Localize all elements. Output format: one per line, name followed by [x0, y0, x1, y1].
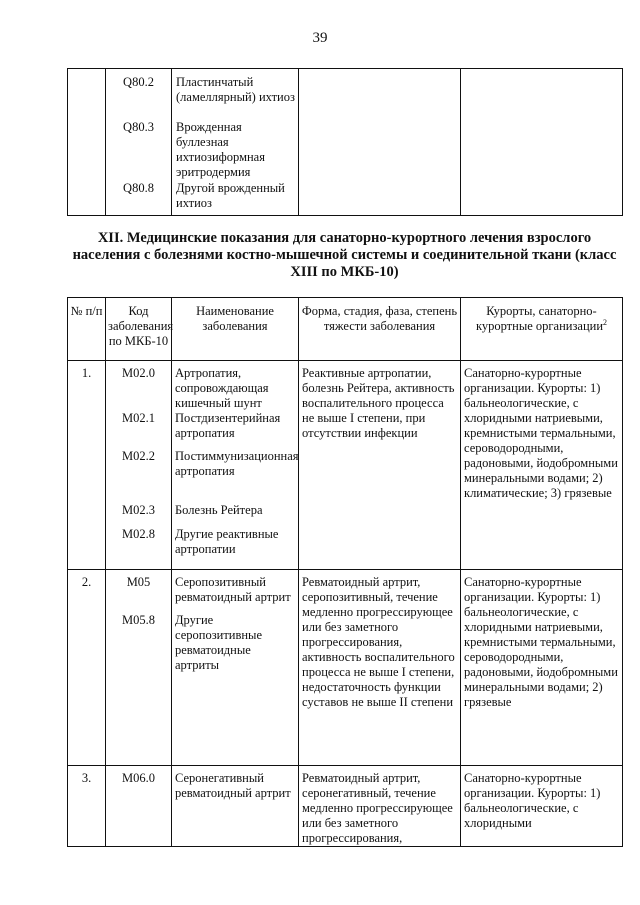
- code-q80-2: Q80.2: [123, 75, 154, 89]
- row-number: 2.: [68, 570, 106, 766]
- disease-name: Серопозитивный ревматоидный артрит: [175, 575, 291, 604]
- header-resorts: [461, 298, 623, 361]
- row-number: 3.: [68, 766, 106, 847]
- row-codes: [106, 570, 172, 766]
- row-resorts: Санаторно-курортные организации. Курорты: 1) бальнеологические, с хлоридными натриевыми, кремнистыми термальными, сероводородными, радоновыми, йодобромными минеральными водами; 2) климатические; 3) грязевые: [461, 361, 623, 570]
- code: M02.3: [122, 503, 155, 517]
- disease-name: Другие серопозитивные ревматоидные артриты: [175, 613, 263, 672]
- disease-name: Постдизентерийная артропатия: [175, 411, 281, 440]
- disease-name: Серонегативный ревматоидный артрит: [175, 771, 291, 800]
- row-form: Ревматоидный артрит, серонегативный, течение медленно прогрессирующее или без заметного прогрессирования,: [299, 766, 461, 847]
- table-row: [68, 570, 623, 766]
- table-row: [68, 766, 623, 847]
- code: M02.0: [122, 366, 155, 380]
- disease-name: Артропатия, сопровождающая кишечный шунт: [175, 366, 269, 410]
- form-cell: [299, 69, 461, 216]
- row-resorts: Санаторно-курортные организации. Курорты: 1) бальнеологические, с хлоридными: [461, 766, 623, 847]
- footnote-mark: 2: [603, 317, 608, 327]
- name-q80-8: Другой врожденный ихтиоз: [176, 181, 285, 210]
- disease-name: Болезнь Рейтера: [175, 503, 263, 517]
- row-resorts: Санаторно-курортные организации. Курорты: 1) бальнеологические, с хлоридными натриевыми, кремнистыми термальными, сероводородными, радоновыми, йодобромными минеральными водами; 2) грязевые: [461, 570, 623, 766]
- table-header-row: [68, 298, 623, 361]
- disease-name: Постиммунизационная артропатия: [175, 449, 299, 478]
- row-form: Ревматоидный артрит, серопозитивный, течение медленно прогрессирующее или без заметного прогрессирования, активность воспалительного процесса не выше I степени, недостаточность функции суставов не выше II степени: [299, 570, 461, 766]
- row-names: [172, 361, 299, 570]
- resorts-cell: [461, 69, 623, 216]
- code: M06.0: [122, 771, 155, 785]
- table-row: [68, 361, 623, 570]
- code: M05: [126, 575, 151, 589]
- row-number: 1.: [68, 361, 106, 570]
- name-q80-3: Врожденная буллезная ихтиозиформная эритродермия: [176, 120, 265, 179]
- header-resorts-text: Курорты, санаторно-курортные организации: [475, 304, 604, 333]
- continuation-table: [67, 68, 623, 216]
- indications-table: [67, 297, 623, 847]
- name-q80-2: Пластинчатый (ламеллярный) ихтиоз: [176, 75, 295, 104]
- header-num: № п/п: [68, 298, 106, 361]
- name-cell: [172, 69, 299, 216]
- header-code: Код заболевания по МКБ-10: [106, 298, 172, 361]
- code-q80-3: Q80.3: [123, 120, 154, 134]
- code: M05.8: [122, 613, 155, 627]
- code: M02.1: [122, 411, 155, 425]
- disease-name: Другие реактивные артропатии: [175, 527, 279, 556]
- row-codes: [106, 766, 172, 847]
- code-q80-8: Q80.8: [123, 181, 154, 195]
- code: M02.8: [122, 527, 155, 541]
- row-codes: [106, 361, 172, 570]
- code: M02.2: [122, 449, 155, 463]
- row-names: [172, 570, 299, 766]
- header-name: Наименование заболевания: [172, 298, 299, 361]
- section-heading: XII. Медицинские показания для санаторно-курортного лечения взрослого населения с болезнями костно-мышечной системы и соединительной ткани (класс XIII по МКБ-10): [72, 230, 617, 280]
- num-cell: [68, 69, 106, 216]
- page-number: 39: [312, 30, 328, 46]
- code-cell: [106, 69, 172, 216]
- row-form: Реактивные артропатии, болезнь Рейтера, активность воспалительного процесса не выше I степени, при отсутствии инфекции: [299, 361, 461, 570]
- row-names: [172, 766, 299, 847]
- header-form: Форма, стадия, фаза, степень тяжести заболевания: [299, 298, 461, 361]
